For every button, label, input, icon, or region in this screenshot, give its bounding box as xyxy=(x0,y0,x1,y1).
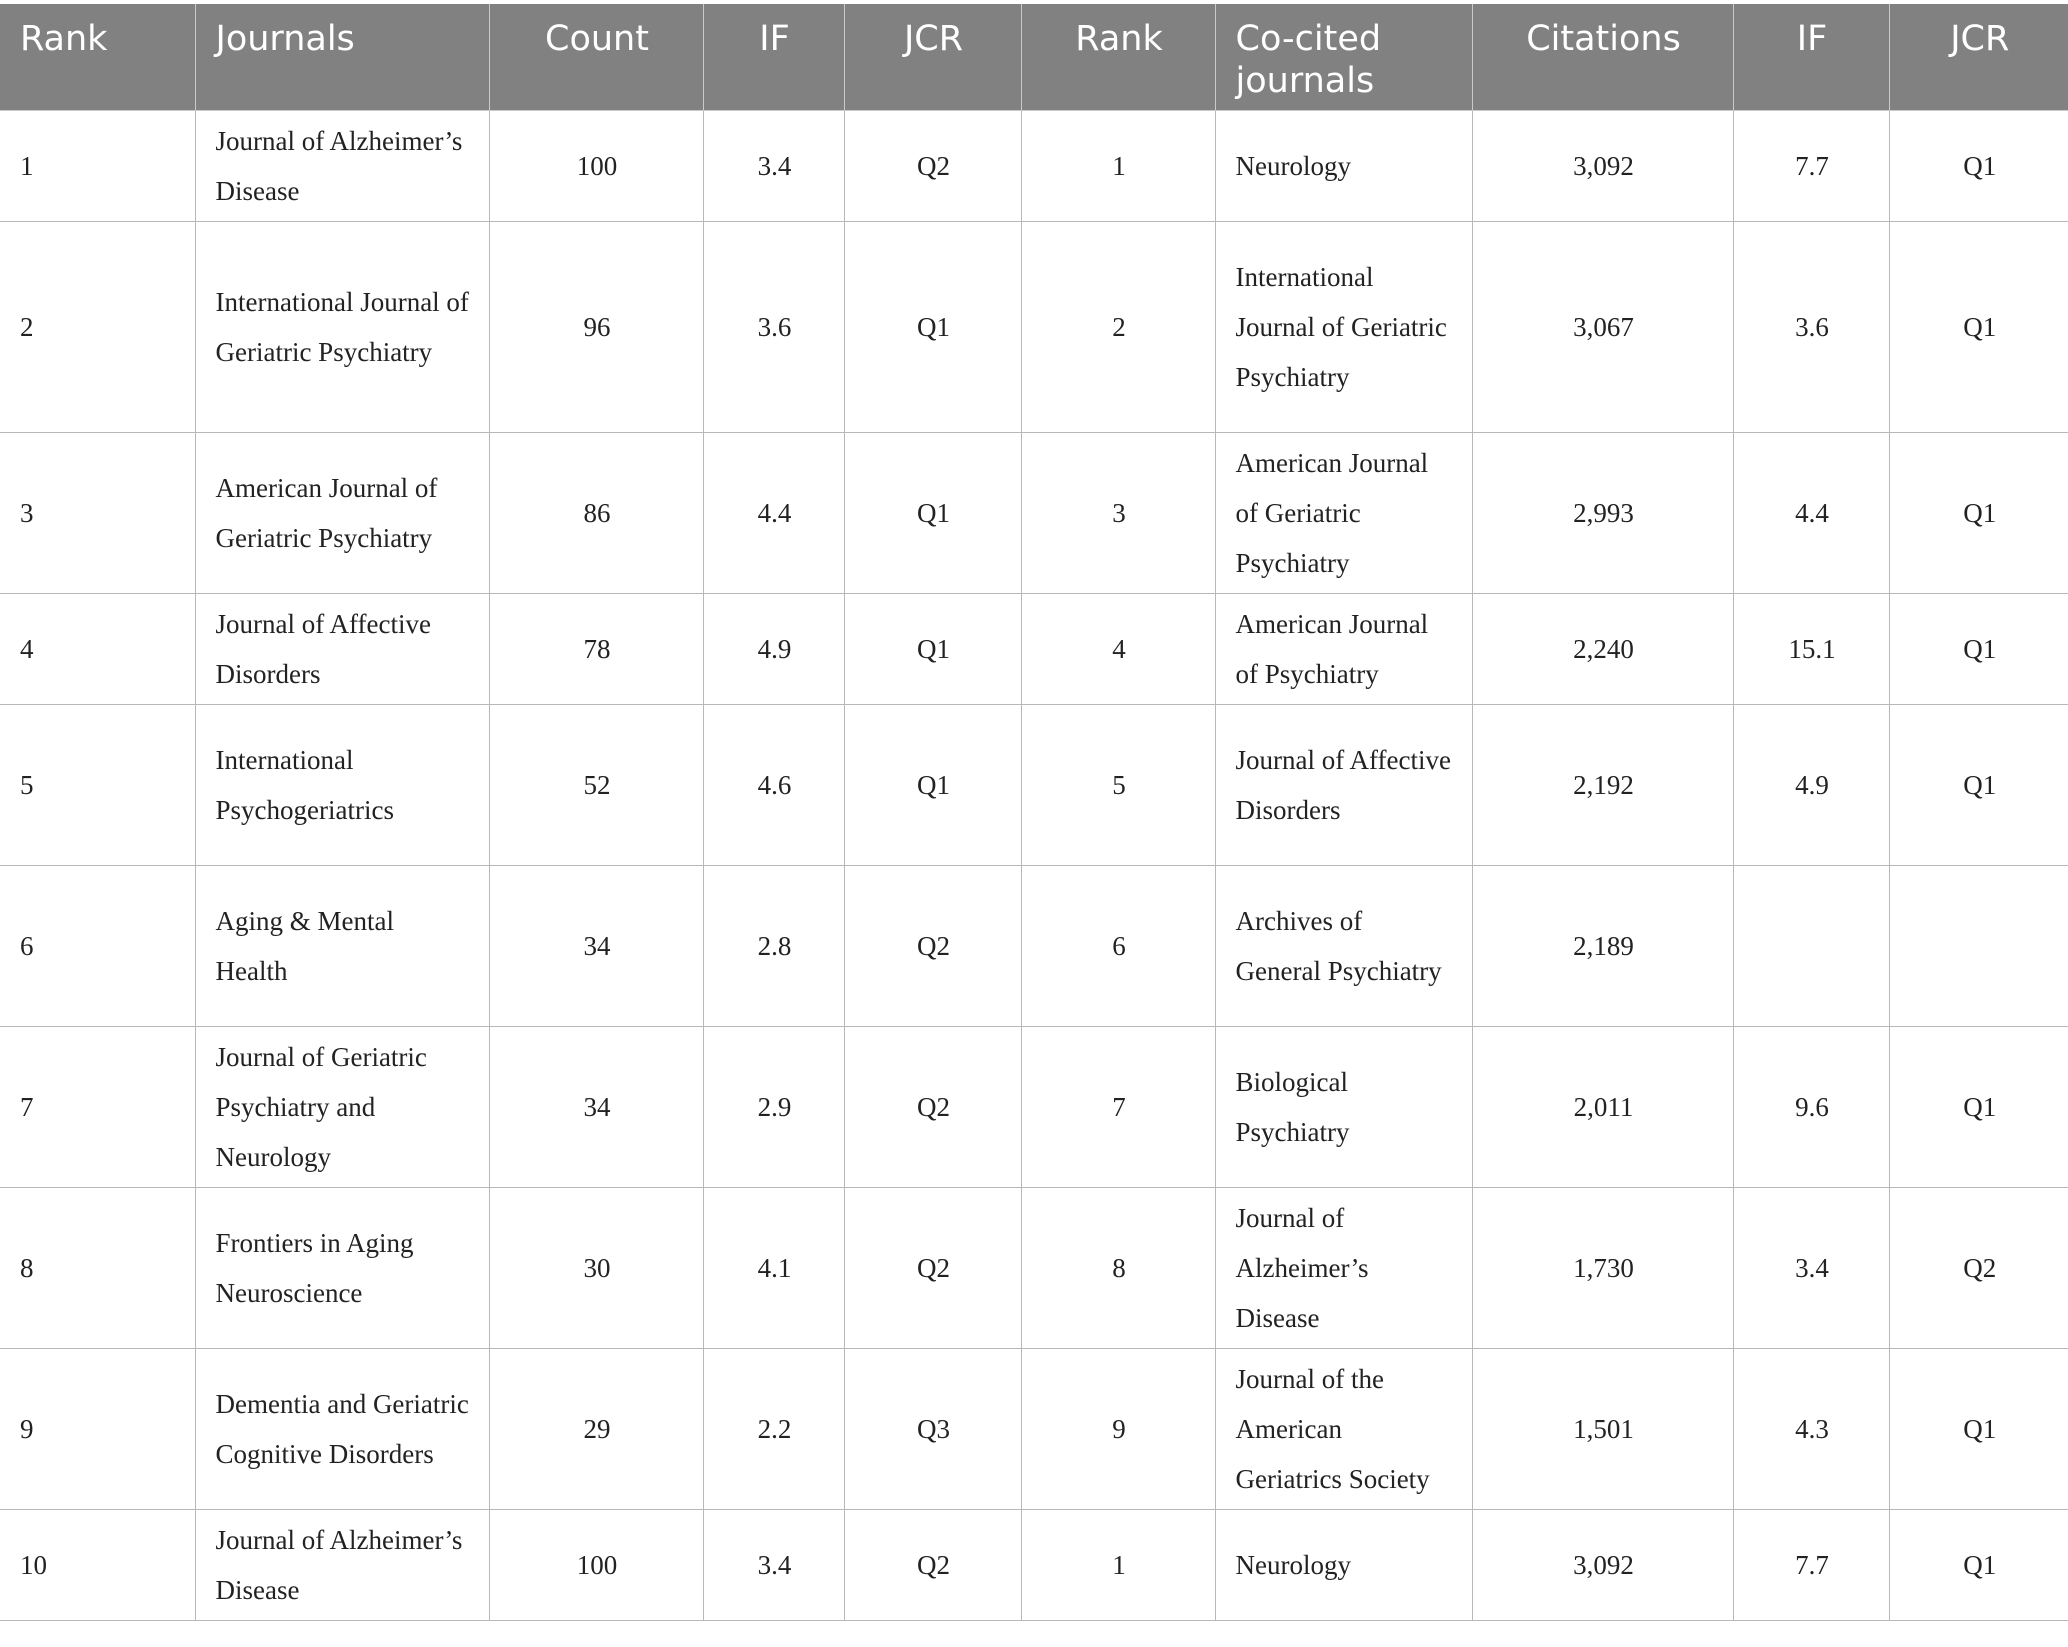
cell-rank-cocited: 3 xyxy=(1021,432,1215,593)
cell-jcr-cocited: Q2 xyxy=(1889,1187,2068,1348)
table-row xyxy=(0,593,2068,704)
table-row xyxy=(0,1509,2068,1620)
cell-citations: 2,189 xyxy=(1472,865,1733,1026)
cell-count: 52 xyxy=(489,704,703,865)
cell-if: 4.9 xyxy=(703,593,844,704)
cell-rank: 9 xyxy=(0,1348,195,1509)
cell-journal: American Journal of Geriatric Psychiatry xyxy=(195,432,489,593)
table-row xyxy=(0,704,2068,865)
table-row xyxy=(0,110,2068,221)
cell-count: 30 xyxy=(489,1187,703,1348)
cell-rank: 1 xyxy=(0,110,195,221)
cell-cocited-journal: American Journal of Geriatric Psychiatry xyxy=(1215,432,1472,593)
cell-rank-cocited: 4 xyxy=(1021,593,1215,704)
cell-cocited-journal: Journal of the American Geriatrics Society xyxy=(1215,1348,1472,1509)
cell-jcr-cocited xyxy=(1889,865,2068,1026)
cell-jcr: Q1 xyxy=(844,432,1021,593)
cell-if-cocited: 4.9 xyxy=(1733,704,1889,865)
cell-cocited-journal: Neurology xyxy=(1215,1509,1472,1620)
cell-rank: 4 xyxy=(0,593,195,704)
cell-rank-cocited: 6 xyxy=(1021,865,1215,1026)
cell-citations: 1,501 xyxy=(1472,1348,1733,1509)
cell-jcr-cocited: Q1 xyxy=(1889,110,2068,221)
cell-rank-cocited: 8 xyxy=(1021,1187,1215,1348)
cell-jcr-cocited: Q1 xyxy=(1889,221,2068,432)
cell-journal: Aging & Mental Health xyxy=(195,865,489,1026)
cell-rank: 5 xyxy=(0,704,195,865)
cell-if: 2.9 xyxy=(703,1026,844,1187)
header-cocited-journals: Co-cited journals xyxy=(1215,4,1472,110)
cell-if-cocited xyxy=(1733,865,1889,1026)
header-journals: Journals xyxy=(195,4,489,110)
cell-jcr: Q1 xyxy=(844,704,1021,865)
cell-if-cocited: 3.4 xyxy=(1733,1187,1889,1348)
cell-journal: Journal of Affective Disorders xyxy=(195,593,489,704)
cell-jcr: Q2 xyxy=(844,865,1021,1026)
header-jcr: JCR xyxy=(844,4,1021,110)
cell-if-cocited: 3.6 xyxy=(1733,221,1889,432)
cell-if: 3.6 xyxy=(703,221,844,432)
cell-rank: 7 xyxy=(0,1026,195,1187)
cell-cocited-journal: International Journal of Geriatric Psychiatry xyxy=(1215,221,1472,432)
cell-citations: 3,092 xyxy=(1472,110,1733,221)
header-citations: Citations xyxy=(1472,4,1733,110)
cell-jcr: Q3 xyxy=(844,1348,1021,1509)
cell-if: 3.4 xyxy=(703,110,844,221)
cell-citations: 2,192 xyxy=(1472,704,1733,865)
cell-citations: 3,092 xyxy=(1472,1509,1733,1620)
cell-jcr-cocited: Q1 xyxy=(1889,432,2068,593)
cell-if: 4.4 xyxy=(703,432,844,593)
cell-cocited-journal: Journal of Affective Disorders xyxy=(1215,704,1472,865)
cell-count: 100 xyxy=(489,1509,703,1620)
cell-if: 3.4 xyxy=(703,1509,844,1620)
cell-rank-cocited: 5 xyxy=(1021,704,1215,865)
cell-if-cocited: 9.6 xyxy=(1733,1026,1889,1187)
header-count: Count xyxy=(489,4,703,110)
cell-citations: 3,067 xyxy=(1472,221,1733,432)
cell-if: 2.2 xyxy=(703,1348,844,1509)
header-row xyxy=(0,4,2068,110)
cell-rank: 2 xyxy=(0,221,195,432)
cell-jcr: Q2 xyxy=(844,110,1021,221)
cell-if-cocited: 7.7 xyxy=(1733,110,1889,221)
cell-citations: 2,011 xyxy=(1472,1026,1733,1187)
cell-jcr: Q1 xyxy=(844,593,1021,704)
cell-count: 34 xyxy=(489,865,703,1026)
cell-rank-cocited: 1 xyxy=(1021,1509,1215,1620)
header-rank-cocited: Rank xyxy=(1021,4,1215,110)
cell-cocited-journal: American Journal of Psychiatry xyxy=(1215,593,1472,704)
cell-jcr-cocited: Q1 xyxy=(1889,1348,2068,1509)
cell-journal: Journal of Alzheimer’s Disease xyxy=(195,110,489,221)
cell-rank: 3 xyxy=(0,432,195,593)
cell-rank-cocited: 2 xyxy=(1021,221,1215,432)
cell-if: 4.1 xyxy=(703,1187,844,1348)
cell-journal: Journal of Geriatric Psychiatry and Neurology xyxy=(195,1026,489,1187)
cell-journal: Dementia and Geriatric Cognitive Disorders xyxy=(195,1348,489,1509)
table-body xyxy=(0,110,2068,1620)
journals-table xyxy=(0,4,2068,1621)
cell-if-cocited: 7.7 xyxy=(1733,1509,1889,1620)
cell-cocited-journal: Neurology xyxy=(1215,110,1472,221)
cell-rank-cocited: 1 xyxy=(1021,110,1215,221)
cell-jcr-cocited: Q1 xyxy=(1889,704,2068,865)
cell-jcr: Q2 xyxy=(844,1026,1021,1187)
cell-if-cocited: 15.1 xyxy=(1733,593,1889,704)
cell-if: 2.8 xyxy=(703,865,844,1026)
cell-jcr: Q2 xyxy=(844,1187,1021,1348)
header-rank: Rank xyxy=(0,4,195,110)
cell-rank-cocited: 9 xyxy=(1021,1348,1215,1509)
cell-cocited-journal: Journal of Alzheimer’s Disease xyxy=(1215,1187,1472,1348)
cell-jcr: Q2 xyxy=(844,1509,1021,1620)
cell-cocited-journal: Archives of General Psychiatry xyxy=(1215,865,1472,1026)
table-row xyxy=(0,432,2068,593)
header-if-cocited: IF xyxy=(1733,4,1889,110)
cell-count: 29 xyxy=(489,1348,703,1509)
cell-journal: International Psychogeriatrics xyxy=(195,704,489,865)
cell-rank: 10 xyxy=(0,1509,195,1620)
table-row xyxy=(0,1187,2068,1348)
cell-citations: 1,730 xyxy=(1472,1187,1733,1348)
cell-count: 100 xyxy=(489,110,703,221)
cell-count: 96 xyxy=(489,221,703,432)
cell-jcr-cocited: Q1 xyxy=(1889,1026,2068,1187)
cell-count: 78 xyxy=(489,593,703,704)
cell-if-cocited: 4.4 xyxy=(1733,432,1889,593)
cell-rank: 6 xyxy=(0,865,195,1026)
cell-citations: 2,993 xyxy=(1472,432,1733,593)
cell-count: 86 xyxy=(489,432,703,593)
cell-if: 4.6 xyxy=(703,704,844,865)
cell-if-cocited: 4.3 xyxy=(1733,1348,1889,1509)
table-row xyxy=(0,1026,2068,1187)
table-row xyxy=(0,1348,2068,1509)
cell-rank: 8 xyxy=(0,1187,195,1348)
cell-count: 34 xyxy=(489,1026,703,1187)
cell-rank-cocited: 7 xyxy=(1021,1026,1215,1187)
header-jcr-cocited: JCR xyxy=(1889,4,2068,110)
table-row xyxy=(0,865,2068,1026)
cell-jcr-cocited: Q1 xyxy=(1889,1509,2068,1620)
cell-journal: Frontiers in Aging Neuroscience xyxy=(195,1187,489,1348)
cell-cocited-journal: Biological Psychiatry xyxy=(1215,1026,1472,1187)
cell-journal: International Journal of Geriatric Psychiatry xyxy=(195,221,489,432)
cell-jcr: Q1 xyxy=(844,221,1021,432)
cell-jcr-cocited: Q1 xyxy=(1889,593,2068,704)
cell-citations: 2,240 xyxy=(1472,593,1733,704)
header-if: IF xyxy=(703,4,844,110)
table-row xyxy=(0,221,2068,432)
cell-journal: Journal of Alzheimer’s Disease xyxy=(195,1509,489,1620)
